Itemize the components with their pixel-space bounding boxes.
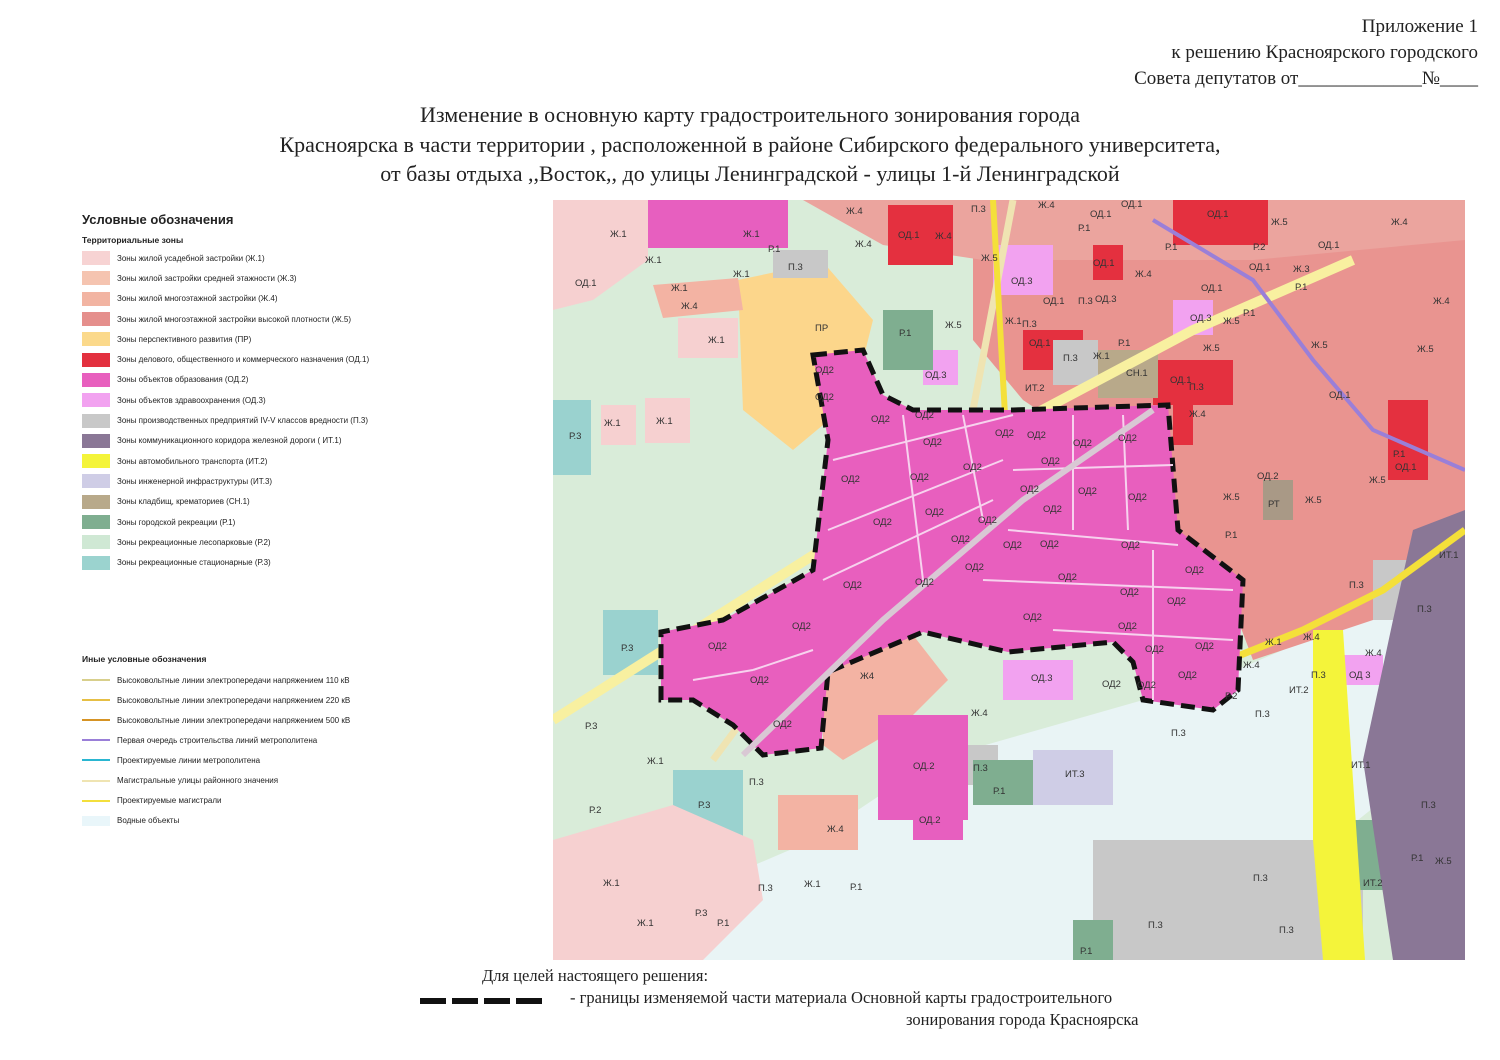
label-zone: Ж.4 xyxy=(681,301,698,312)
label-zone: ОД.1 xyxy=(1090,209,1112,220)
label-od2: ОД2 xyxy=(1040,539,1059,550)
label-zone: ОД.1 xyxy=(1043,296,1065,307)
label-od2: ОД2 xyxy=(1137,680,1156,691)
line-label: Первая очередь строительства линий метрополитена xyxy=(117,735,318,745)
label-zone: П.3 xyxy=(971,204,986,215)
label-zone: Ж.1 xyxy=(645,255,662,266)
label-od2: ОД2 xyxy=(1128,492,1147,503)
zone-swatch xyxy=(82,353,110,367)
zone-swatch xyxy=(82,454,110,468)
zone-swatch xyxy=(82,414,110,428)
label-zone: П.3 xyxy=(1022,319,1037,330)
label-zone: Ж.1 xyxy=(603,878,620,889)
label-od2: ОД2 xyxy=(871,414,890,425)
label-od2: ОД2 xyxy=(1073,438,1092,449)
label-zone: П.3 xyxy=(749,777,764,788)
label-zone: РТ xyxy=(1268,499,1280,510)
label-zone: П.3 xyxy=(1421,800,1436,811)
label-zone: ИТ.2 xyxy=(1025,383,1045,394)
legend-line-row xyxy=(82,670,542,690)
label-zone: Ж.1 xyxy=(708,335,725,346)
label-od2: ОД2 xyxy=(750,675,769,686)
label-zone: ОД.1 xyxy=(1249,262,1271,273)
zone-od2-top xyxy=(648,200,788,248)
title-line-1: Изменение в основную карту градостроительного зонирования города xyxy=(419,102,1081,127)
zone-zh4-south-2 xyxy=(778,795,858,850)
legend-subtitle: Территориальные зоны xyxy=(82,235,184,245)
label-od2: ОД2 xyxy=(923,437,942,448)
label-zone: ОД.1 xyxy=(1318,240,1340,251)
zone-swatch xyxy=(82,495,110,509)
appendix-line-2: к решению Красноярского городского xyxy=(1171,42,1478,63)
label-od2: ОД2 xyxy=(873,517,892,528)
zone-label: Зоны делового, общественного и коммерческого назначения (ОД.1) xyxy=(117,355,370,365)
legend-line-row xyxy=(82,730,542,750)
label-zone: П.3 xyxy=(1063,353,1078,364)
label-zone: ИТ.2 xyxy=(1289,685,1309,696)
legend-zone-row xyxy=(82,349,542,369)
label-zone: Ж.5 xyxy=(1203,343,1220,354)
label-zone: Ж.5 xyxy=(1369,475,1386,486)
legend-line-row xyxy=(82,710,542,730)
label-od2: ОД2 xyxy=(1102,679,1121,690)
label-od2: ОД2 xyxy=(1167,596,1186,607)
label-zone: Ж4 xyxy=(860,671,875,682)
label-od2: ОД2 xyxy=(915,577,934,588)
label-zone: Р.1 xyxy=(1411,853,1424,864)
label-zone: Ж.5 xyxy=(1435,856,1452,867)
label-zone: ОД.3 xyxy=(925,370,947,381)
legend-zone-row xyxy=(82,552,542,572)
label-od2: ОД2 xyxy=(1020,484,1039,495)
footnote-line-1: - границы изменяемой части материала Основной карты градостроительного xyxy=(570,988,1113,1007)
zone-label: Зоны жилой усадебной застройки (Ж.1) xyxy=(117,253,265,263)
label-od2: ОД2 xyxy=(995,428,1014,439)
zone-label: Зоны объектов образования (ОД.2) xyxy=(117,375,249,385)
document-title xyxy=(0,100,1500,189)
legend-zone-row xyxy=(82,512,542,532)
label-zone: Ж.5 xyxy=(1305,495,1322,506)
line-label: Высоковольтные линии электропередачи напряжением 110 кВ xyxy=(117,675,350,685)
zone-swatch xyxy=(82,515,110,529)
label-od2: ОД2 xyxy=(1121,540,1140,551)
label-od2: ОД2 xyxy=(792,621,811,632)
label-zone: Ж.4 xyxy=(1189,409,1206,420)
label-od2: ОД2 xyxy=(815,365,834,376)
label-zone: Ж.1 xyxy=(604,418,621,429)
label-zone: Ж.3 xyxy=(1293,264,1310,275)
label-zone: Р.3 xyxy=(698,800,711,811)
label-od2: ОД2 xyxy=(1178,670,1197,681)
label-zone: Ж.4 xyxy=(1038,200,1055,211)
line-label: Высоковольтные линии электропередачи напряжением 220 кВ xyxy=(117,695,351,705)
zone-label: Зоны коммуникационного коридора железной дороги ( ИТ.1) xyxy=(117,436,342,446)
label-od2: ОД2 xyxy=(1118,433,1137,444)
legend-zone-row xyxy=(82,289,542,309)
line-swatch xyxy=(82,780,110,782)
label-od2: ОД2 xyxy=(773,719,792,730)
label-zone: Р.1 xyxy=(993,786,1006,797)
label-zone: Р.1 xyxy=(768,244,781,255)
label-zone: Ж.5 xyxy=(945,320,962,331)
label-zone: Ж.1 xyxy=(647,756,664,767)
label-zone: Ж.1 xyxy=(637,918,654,929)
label-zone: П.3 xyxy=(973,763,988,774)
label-zone: Р.1 xyxy=(1080,946,1093,957)
legend-zone-row xyxy=(82,471,542,491)
label-zone: ОД.1 xyxy=(575,278,597,289)
label-zone: ОД.1 xyxy=(1395,462,1417,473)
label-od2: ОД2 xyxy=(910,472,929,483)
legend-zone-row xyxy=(82,410,542,430)
line-swatch xyxy=(82,739,110,741)
line-label: Проектируемые линии метрополитена xyxy=(117,755,261,765)
legend-zone-row xyxy=(82,329,542,349)
label-zone: Ж.5 xyxy=(981,253,998,264)
footnote-line-2: зонирования города Красноярска xyxy=(906,1010,1139,1029)
line-label: Водные объекты xyxy=(117,816,180,826)
label-zone: П.3 xyxy=(1189,382,1204,393)
label-zone: Р.3 xyxy=(585,721,598,732)
zone-label: Зоны перспективного развития (ПР) xyxy=(117,334,252,344)
zone-swatch xyxy=(82,373,110,387)
label-zone: ОД.3 xyxy=(1190,313,1212,324)
line-label: Высоковольтные линии электропередачи напряжением 500 кВ xyxy=(117,715,351,725)
appendix-header xyxy=(1134,14,1478,92)
label-od2: ОД2 xyxy=(915,410,934,421)
label-od2: ОД2 xyxy=(951,534,970,545)
label-zone: Ж.5 xyxy=(1223,316,1240,327)
label-zone: П.3 xyxy=(1255,709,1270,720)
label-zone: Р.1 xyxy=(1225,530,1238,541)
label-zone: Ж.5 xyxy=(1311,340,1328,351)
label-zone: Ж.1 xyxy=(610,229,627,240)
label-zone: Ж.1 xyxy=(656,416,673,427)
label-zone: ОД.2 xyxy=(1257,471,1279,482)
label-zone: ОД.1 xyxy=(1121,200,1143,210)
label-od2: ОД2 xyxy=(841,474,860,485)
label-od2: ОД2 xyxy=(708,641,727,652)
label-zone: Р.1 xyxy=(1118,338,1131,349)
label-zone: П.3 xyxy=(1148,920,1163,931)
legend-zone-row xyxy=(82,268,542,288)
legend-line-row xyxy=(82,791,542,811)
legend-line-row xyxy=(82,770,542,790)
label-zone: Р.1 xyxy=(899,328,912,339)
label-zone: Р.1 xyxy=(717,918,730,929)
label-zone: ИТ.1 xyxy=(1439,550,1459,561)
legend-zone-row xyxy=(82,248,542,268)
label-zone: Ж.4 xyxy=(1135,269,1152,280)
line-label: Магистральные улицы районного значения xyxy=(117,776,279,786)
label-zone: Р.1 xyxy=(1165,242,1178,253)
line-swatch xyxy=(82,800,110,802)
label-zone: Ж.1 xyxy=(671,283,688,294)
other-symbols-title: Иные условные обозначения xyxy=(82,654,207,664)
label-od2: ОД2 xyxy=(1195,641,1214,652)
legend-zone-row xyxy=(82,390,542,410)
legend-zone-row xyxy=(82,451,542,471)
label-od2: ОД2 xyxy=(978,515,997,526)
label-zone: Ж.5 xyxy=(1223,492,1240,503)
label-zone: ОД.1 xyxy=(1029,338,1051,349)
label-zone: П.3 xyxy=(1311,670,1326,681)
label-zone: Ж.4 xyxy=(827,824,844,835)
label-zone: Р.1 xyxy=(1078,223,1091,234)
label-zone: П.3 xyxy=(1279,925,1294,936)
label-zone: Ж.4 xyxy=(1433,296,1450,307)
label-zone: ОД.2 xyxy=(913,761,935,772)
label-zone: ИТ.2 xyxy=(1363,878,1383,889)
legend-line-row xyxy=(82,811,542,831)
label-zone: ОД.1 xyxy=(898,230,920,241)
label-zone: ОД.1 xyxy=(1201,283,1223,294)
line-swatch xyxy=(82,759,110,761)
zone-label: Зоны объектов здравоохранения (ОД.3) xyxy=(117,395,266,405)
label-zone: Р.2 xyxy=(1253,242,1266,253)
label-zone: Ж.1 xyxy=(804,879,821,890)
zone-swatch xyxy=(82,434,110,448)
label-zone: Ж.4 xyxy=(971,708,988,719)
appendix-line-1: Приложение 1 xyxy=(1361,16,1478,37)
label-zone: П.3 xyxy=(1078,296,1093,307)
legend-title: Условные обозначения xyxy=(82,212,234,227)
zoning-map[interactable] xyxy=(553,200,1465,960)
zone-swatch xyxy=(82,292,110,306)
zone-label: Зоны жилой застройки средней этажности (Ж.3) xyxy=(117,273,297,283)
zone-swatch xyxy=(82,271,110,285)
label-zone: ПР xyxy=(815,323,829,334)
zone-label: Зоны жилой многоэтажной застройки высокой плотности (Ж.5) xyxy=(117,314,352,324)
label-zone: СН.1 xyxy=(1126,368,1148,379)
label-zone: ИТ.3 xyxy=(1065,769,1085,780)
zone-r1-1 xyxy=(883,310,933,370)
zone-label: Зоны автомобильного транспорта (ИТ.2) xyxy=(117,456,268,466)
label-zone: ОД.3 xyxy=(1095,294,1117,305)
label-od2: ОД2 xyxy=(1041,456,1060,467)
line-swatch xyxy=(82,699,110,701)
label-zone: Ж.4 xyxy=(1303,632,1320,643)
label-zone: Ж.1 xyxy=(733,269,750,280)
label-zone: П.3 xyxy=(1171,728,1186,739)
label-zone: Ж.4 xyxy=(1391,217,1408,228)
label-od2: ОД2 xyxy=(1058,572,1077,583)
label-od2: ОД2 xyxy=(965,562,984,573)
label-zone: ОД.1 xyxy=(1093,258,1115,269)
legend-zone-row xyxy=(82,309,542,329)
zone-swatch xyxy=(82,393,110,407)
zone-label: Зоны инженерной инфраструктуры (ИТ.3) xyxy=(117,476,273,486)
label-zone: Ж.1 xyxy=(743,229,760,240)
label-zone: Ж.4 xyxy=(935,231,952,242)
title-line-3: от базы отдыха ,,Восток,, до улицы Ленинградской - улицы 1-й Ленинградской xyxy=(380,161,1120,186)
footnote-intro: Для целей настоящего решения: xyxy=(482,966,709,985)
boundary-legend-dashes xyxy=(420,998,544,1004)
label-zone: ОД.3 xyxy=(1031,673,1053,684)
label-zone: Р.3 xyxy=(569,431,582,442)
label-zone: П.3 xyxy=(758,883,773,894)
label-od2: ОД2 xyxy=(1118,621,1137,632)
label-zone: Р.1 xyxy=(1243,308,1256,319)
legend-line-row xyxy=(82,690,542,710)
label-zone: Ж.1 xyxy=(1093,351,1110,362)
label-zone: Ж.4 xyxy=(1365,648,1382,659)
label-zone: П.3 xyxy=(1417,604,1432,615)
zone-swatch xyxy=(82,556,110,570)
label-zone: Ж.5 xyxy=(1271,217,1288,228)
label-od2: ОД2 xyxy=(1023,612,1042,623)
zone-swatch xyxy=(82,474,110,488)
label-zone: Р.1 xyxy=(850,882,863,893)
zone-label: Зоны рекреационные стационарные (Р.3) xyxy=(117,558,271,568)
label-zone: Р.1 xyxy=(1295,282,1308,293)
label-od2: ОД2 xyxy=(925,507,944,518)
legend-zone-list xyxy=(82,248,542,573)
label-zone: ОД.2 xyxy=(919,815,941,826)
label-od2: ОД2 xyxy=(1027,430,1046,441)
legend-zone-row xyxy=(82,532,542,552)
label-od2: ОД2 xyxy=(1145,644,1164,655)
title-line-2: Красноярска в части территории , расположенной в районе Сибирского федерального университета, xyxy=(279,131,1221,157)
legend-zone-row xyxy=(82,492,542,512)
label-zone: П.3 xyxy=(1349,580,1364,591)
zone-label: Зоны городской рекреации (Р.1) xyxy=(117,517,236,527)
zone-label: Зоны кладбищ, крематориев (СН.1) xyxy=(117,497,250,507)
label-zone: ОД.3 xyxy=(1011,276,1033,287)
label-od2: ОД2 xyxy=(1003,540,1022,551)
label-zone: ОД.1 xyxy=(1329,390,1351,401)
label-od2: ОД2 xyxy=(1043,504,1062,515)
label-zone: П.3 xyxy=(788,262,803,273)
zone-r1-4 xyxy=(1073,920,1113,960)
label-zone: Ж.1 xyxy=(1005,316,1022,327)
label-zone: Ж.4 xyxy=(1243,660,1260,671)
label-zone: ОД.1 xyxy=(1170,375,1192,386)
water-swatch xyxy=(82,816,110,826)
label-zone: ОД.1 xyxy=(1207,209,1229,220)
label-zone: Ж.5 xyxy=(1417,344,1434,355)
zone-swatch xyxy=(82,332,110,346)
legend-zone-row xyxy=(82,431,542,451)
zone-label: Зоны рекреационные лесопарковые (Р.2) xyxy=(117,537,271,547)
label-zone: Р.3 xyxy=(621,643,634,654)
label-zone: Ж.4 xyxy=(855,239,872,250)
label-zone: П.3 xyxy=(1253,873,1268,884)
label-zone: Р.3 xyxy=(695,908,708,919)
label-od2: ОД2 xyxy=(963,462,982,473)
legend-line-row xyxy=(82,750,542,770)
zones-legend xyxy=(82,212,542,573)
label-od2: ОД2 xyxy=(843,580,862,591)
zone-swatch xyxy=(82,312,110,326)
label-zone: ОД 3 xyxy=(1349,670,1371,681)
label-zone: Р.2 xyxy=(589,805,602,816)
label-od2: ОД2 xyxy=(1185,565,1204,576)
label-zone: Ж.4 xyxy=(846,206,863,217)
other-symbols-legend xyxy=(82,654,542,831)
label-zone: Р.2 xyxy=(1225,691,1238,702)
label-od2: ОД2 xyxy=(815,392,834,403)
line-label: Проектируемые магистрали xyxy=(117,796,222,806)
legend-zone-row xyxy=(82,370,542,390)
zone-label: Зоны жилой многоэтажной застройки (Ж.4) xyxy=(117,294,278,304)
label-zone: Ж.1 xyxy=(1265,637,1282,648)
label-zone: Р.1 xyxy=(1393,449,1406,460)
label-od2: ОД2 xyxy=(1078,486,1097,497)
label-od2: ОД2 xyxy=(1120,587,1139,598)
line-swatch xyxy=(82,719,110,721)
line-swatch xyxy=(82,679,110,681)
zone-swatch xyxy=(82,535,110,549)
zone-label: Зоны производственных предприятий IV-V классов вредности (П.3) xyxy=(117,416,369,426)
appendix-line-3: Совета депутатов от_____________№____ xyxy=(1134,68,1478,89)
zone-swatch xyxy=(82,251,110,265)
label-zone: ИТ.1 xyxy=(1351,760,1371,771)
